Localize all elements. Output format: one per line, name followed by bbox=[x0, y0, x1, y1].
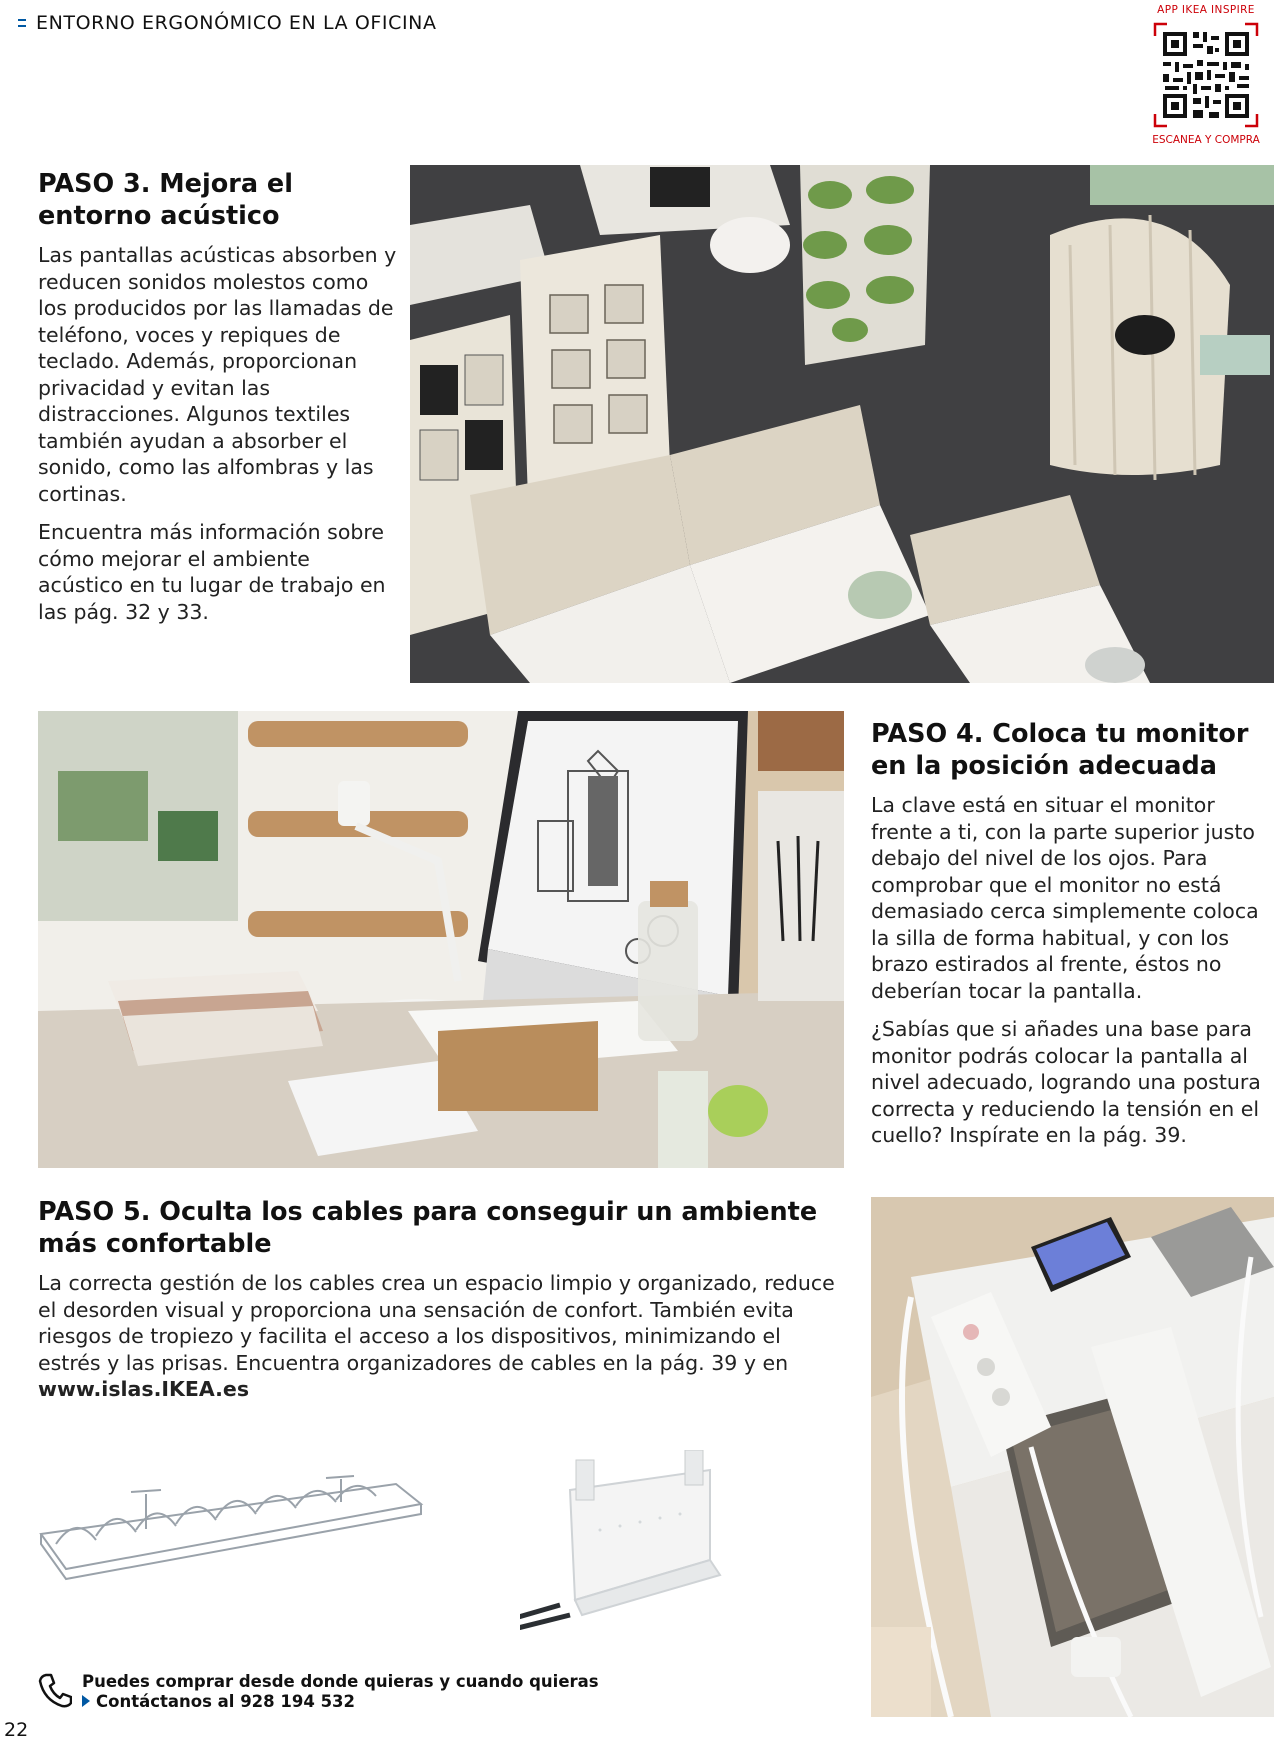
page-number: 22 bbox=[4, 1719, 29, 1741]
paso4-heading: PASO 4. Coloca tu monitor en la posición adecuada bbox=[871, 719, 1249, 781]
section-title: ENTORNO ERGONÓMICO EN LA OFICINA bbox=[36, 12, 437, 34]
paso3-heading: PASO 3. Mejora el entorno acústico bbox=[38, 169, 293, 231]
contact-text bbox=[82, 1672, 599, 1712]
phone-icon bbox=[38, 1672, 72, 1708]
cable-box-product bbox=[520, 1450, 800, 1630]
menu-mark-icon bbox=[18, 19, 26, 27]
contact-line-1: Puedes comprar desde donde quieras y cuando quieras bbox=[82, 1672, 599, 1691]
contact-line-2-wrap[interactable] bbox=[82, 1692, 599, 1712]
qr-top-label: APP IKEA INSPIRE bbox=[1157, 4, 1255, 16]
paso4-paragraph-1: La clave está en situar el monitor frente a ti, con la parte superior justo debajo del nivel de los ojos. Para comprobar que el monitor no está demasiado cerca simplemente coloca la silla de forma habitual, y con los brazo estirados al frente, éstos no deberían tocar la pantalla. bbox=[871, 793, 1259, 1003]
acoustic-office-photo bbox=[410, 165, 1274, 683]
qr-code-icon[interactable] bbox=[1153, 22, 1259, 128]
paso3-paragraph-2: Encuentra más información sobre cómo mejorar el ambiente acústico en tu lugar de trabajo en las pág. 32 y 33. bbox=[38, 520, 386, 624]
section-header bbox=[18, 12, 437, 34]
paso3-paragraph-1: Las pantallas acústicas absorben y reducen sonidos molestos como los producidos por las llamadas de teléfono, voces y repiques de teclado. Además, proporcionan privacidad y evitan las distracciones. Algunos textiles también ayudan a absorber el sonido, como las alfombras y las cortinas. bbox=[38, 243, 397, 506]
qr-code-block[interactable] bbox=[1147, 4, 1265, 146]
paso5-paragraph-text: La correcta gestión de los cables crea un espacio limpio y organizado, reduce el desorden visual y proporciona una sensación de confort. También evita riesgos de tropiezo y facilita el acceso a los dispositivos, minimizando el estrés y las prisas. Encuentra organizadores de cables en la pág. 39 y en bbox=[38, 1271, 835, 1375]
paso3-section bbox=[38, 168, 398, 625]
cable-management-photo bbox=[871, 1197, 1274, 1717]
arrow-right-icon bbox=[82, 1695, 90, 1707]
paso4-section bbox=[871, 718, 1271, 1149]
paso5-section bbox=[38, 1196, 848, 1403]
qr-bottom-label: ESCANEA Y COMPRA bbox=[1152, 134, 1260, 146]
paso4-paragraph-2: ¿Sabías que si añades una base para monitor podrás colocar la pantalla al nivel adecuado, logrando una postura correcta y reduciendo la tensión en el cuello? Inspírate en la pág. 39. bbox=[871, 1017, 1261, 1147]
contact-block bbox=[38, 1672, 599, 1712]
contact-phone-link[interactable]: Contáctanos al 928 194 532 bbox=[96, 1692, 356, 1711]
ikea-website-link[interactable]: www.islas.IKEA.es bbox=[38, 1377, 250, 1401]
monitor-desk-photo bbox=[38, 711, 844, 1168]
cable-tray-product bbox=[36, 1474, 426, 1594]
paso5-paragraph bbox=[38, 1270, 848, 1403]
paso5-heading: PASO 5. Oculta los cables para conseguir un ambiente más confortable bbox=[38, 1197, 818, 1259]
